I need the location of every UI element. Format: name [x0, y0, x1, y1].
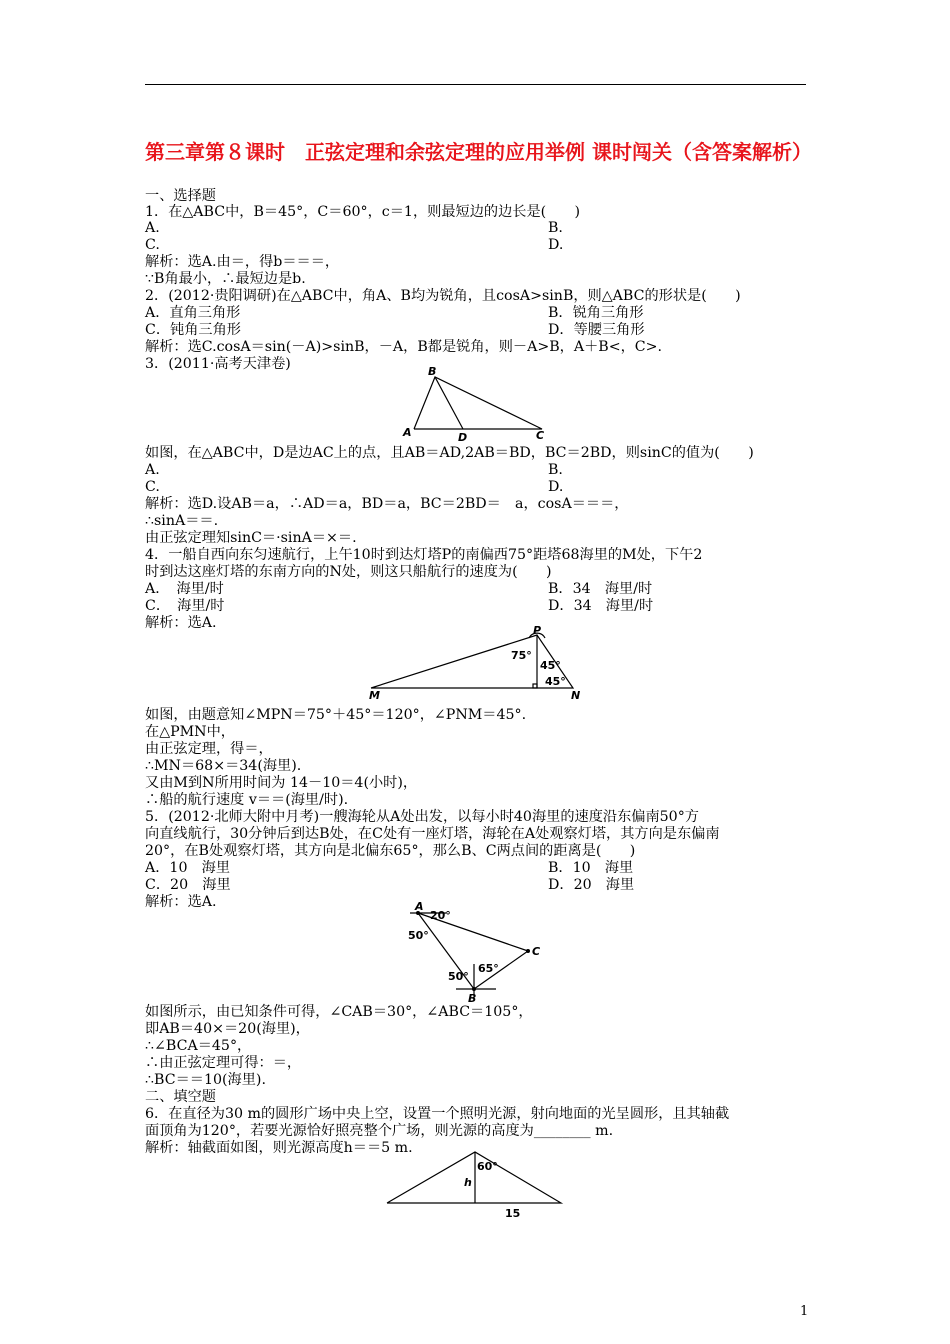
text-line-content: 时到达这座灯塔的东南方向的N处，则这只船航行的速度为( ): [145, 564, 552, 580]
text-line: [145, 860, 634, 877]
text-line: [145, 322, 645, 339]
label-n: N: [571, 689, 581, 702]
figure-triangle-abc: [400, 366, 560, 446]
text-line: [145, 1072, 266, 1089]
text-line: [145, 305, 644, 322]
text-line: [145, 1140, 413, 1157]
label-b: B: [468, 992, 477, 1005]
text-line: [145, 741, 273, 758]
text-line-content: 在△PMN中，: [145, 724, 235, 740]
text-line: [145, 479, 564, 496]
text-line: [145, 1004, 533, 1021]
text-line: [145, 598, 654, 615]
text-line: [145, 1055, 301, 1072]
text-line: [145, 188, 216, 205]
page-title: 第三章第８课时 正弦定理和余弦定理的应用举例 课时闯关（含答案解析）: [145, 140, 812, 164]
option-right: B．34 海里/时: [548, 581, 653, 597]
text-line-content: ∴MN＝68×＝34(海里).: [145, 758, 302, 774]
text-line-content: ∴BC＝＝10(海里).: [145, 1072, 266, 1088]
text-line-content: 解析：选A.由＝，得b＝＝＝，: [145, 254, 340, 270]
text-line: [145, 288, 741, 305]
text-line-content: 解析：轴截面如图，则光源高度h＝＝5 m.: [145, 1140, 413, 1156]
text-line-content: C．20 海里: [145, 877, 231, 893]
angle-50-b: 50°: [448, 970, 469, 983]
text-line-content: 一、选择题: [145, 188, 216, 204]
text-line-content: 解析：选D.设AB＝a，∴AD＝a，BD＝a，BC＝2BD＝ a，cosA＝＝＝，: [145, 496, 629, 512]
label-c: C: [532, 945, 541, 958]
text-line: [145, 1089, 216, 1106]
label-b: B: [428, 365, 437, 378]
text-line-content: C． 海里/时: [145, 598, 225, 614]
text-line-content: 二、填空题: [145, 1089, 216, 1105]
label-15: 15: [505, 1207, 521, 1220]
text-line: [145, 581, 653, 598]
figure-cone-section: [385, 1148, 565, 1220]
text-line: [145, 564, 552, 581]
text-line-content: 20°，在B处观察灯塔，其方向是北偏东65°，那么B、C两点间的距离是( ): [145, 843, 636, 859]
text-line-content: 5．(2012·北师大附中月考)一艘海轮从A处出发，以每小时40海里的速度沿东偏南50°方: [145, 809, 699, 825]
figure-pmn: [365, 625, 590, 705]
text-line-content: 面顶角为120°，若要光源恰好照亮整个广场，则光源的高度为________ m.: [145, 1123, 614, 1139]
text-line-content: C.: [145, 479, 160, 495]
text-line: [145, 254, 339, 271]
text-line: [145, 530, 357, 547]
text-line-content: ∴由正弦定理可得：＝，: [145, 1055, 302, 1071]
text-line-content: 解析：选C.cosA＝sin(－A)>sinB，－A，B都是锐角，则－A>B，A＋B<，C>.: [145, 339, 663, 355]
text-line-content: 2．(2012·贵阳调研)在△ABC中，角A、B均为锐角，且cosA>sinB，则△ABC的形状是( ): [145, 288, 741, 304]
text-line: [145, 445, 754, 462]
text-line-content: A.: [145, 462, 160, 478]
text-line: [145, 775, 417, 792]
text-line: [145, 547, 702, 564]
text-line-content: A．直角三角形: [145, 305, 241, 321]
text-line: [145, 462, 563, 479]
label-d: D: [458, 431, 468, 444]
label-a: A: [403, 426, 412, 439]
angle-45-top: 45°: [540, 659, 561, 672]
option-right: D.: [548, 237, 564, 253]
text-line: [145, 496, 628, 513]
text-line: [145, 877, 635, 894]
header-rule: [145, 84, 806, 85]
text-line: [145, 894, 217, 911]
text-line: [145, 1106, 729, 1123]
text-line: [145, 843, 635, 860]
text-line: [145, 792, 348, 809]
text-line-content: 如图所示，由已知条件可得，∠CAB＝30°，∠ABC＝105°，: [145, 1004, 533, 1020]
text-line-content: 即AB＝40×＝20(海里)，: [145, 1021, 310, 1037]
option-right: D．20 海里: [548, 877, 635, 893]
text-line-content: A.: [145, 220, 160, 236]
figure-abc-bearings: [400, 900, 560, 1005]
angle-50-a: 50°: [408, 929, 429, 942]
label-p: P: [533, 624, 542, 637]
text-line: [145, 724, 235, 741]
option-right: D．34 海里/时: [548, 598, 654, 614]
label-h: h: [464, 1176, 472, 1189]
option-right: D．等腰三角形: [548, 322, 645, 338]
text-line: [145, 1038, 251, 1055]
text-line-content: 如图，在△ABC中，D是边AC上的点，且AB＝AD,2AB＝BD，BC＝2BD，则sinC的值为( ): [145, 445, 754, 461]
text-line-content: C．钝角三角形: [145, 322, 241, 338]
page-number: 1: [800, 1304, 809, 1319]
text-line: [145, 356, 291, 373]
text-line: [145, 204, 580, 221]
text-line-content: 4．一船自西向东匀速航行，上午10时到达灯塔P的南偏西75°距塔68海里的M处，下午2: [145, 547, 703, 563]
text-line-content: 又由M到N所用时间为 14－10＝4(小时)，: [145, 775, 418, 791]
angle-65: 65°: [478, 962, 499, 975]
text-line: [145, 237, 564, 254]
label-m: M: [369, 689, 380, 702]
option-right: B.: [548, 462, 563, 478]
angle-60: 60°: [477, 1160, 498, 1173]
angle-20: 20°: [430, 909, 451, 922]
option-right: B.: [548, 220, 563, 236]
text-line-content: 向直线航行，30分钟后到达B处，在C处有一座灯塔，海轮在A处观察灯塔，其方向是东偏南: [145, 826, 720, 842]
text-line-content: ∴船的航行速度 v＝＝(海里/时).: [145, 792, 349, 808]
label-a: A: [415, 900, 424, 913]
text-line-content: 6．在直径为30 m的圆形广场中央上空，设置一个照明光源，射向地面的光呈圆形，且其轴截: [145, 1106, 730, 1122]
text-line: [145, 615, 217, 632]
text-line: [145, 271, 306, 288]
angle-75: 75°: [511, 649, 532, 662]
text-line: [145, 707, 526, 724]
text-line: [145, 826, 720, 843]
label-c: C: [536, 429, 545, 442]
text-line-content: C.: [145, 237, 160, 253]
text-line-content: A．10 海里: [145, 860, 231, 876]
option-right: B．锐角三角形: [548, 305, 644, 321]
text-line: [145, 339, 662, 356]
option-right: B．10 海里: [548, 860, 634, 876]
text-line-content: ∴sinA＝＝.: [145, 513, 219, 529]
text-line-content: 如图，由题意知∠MPN＝75°＋45°＝120°，∠PNM＝45°.: [145, 707, 527, 723]
text-line-content: ∴∠BCA＝45°，: [145, 1038, 252, 1054]
text-line: [145, 809, 699, 826]
angle-45-bottom: 45°: [545, 675, 566, 688]
text-line-content: 解析：选A.: [145, 894, 217, 910]
text-line: [145, 220, 563, 237]
text-line-content: 1．在△ABC中，B＝45°，C＝60°，c＝1，则最短边的边长是( ): [145, 204, 581, 220]
text-line-content: 由正弦定理，得＝，: [145, 741, 273, 757]
text-line: [145, 513, 218, 530]
text-line: [145, 1123, 613, 1140]
text-line-content: 解析：选A.: [145, 615, 217, 631]
text-line-content: ∵B角最小，∴最短边是b.: [145, 271, 306, 287]
text-line-content: A． 海里/时: [145, 581, 224, 597]
text-line: [145, 1021, 310, 1038]
text-line: [145, 758, 301, 775]
option-right: D.: [548, 479, 564, 495]
text-line-content: 3．(2011·高考天津卷): [145, 356, 291, 372]
text-line-content: 由正弦定理知sinC＝·sinA＝×＝.: [145, 530, 357, 546]
